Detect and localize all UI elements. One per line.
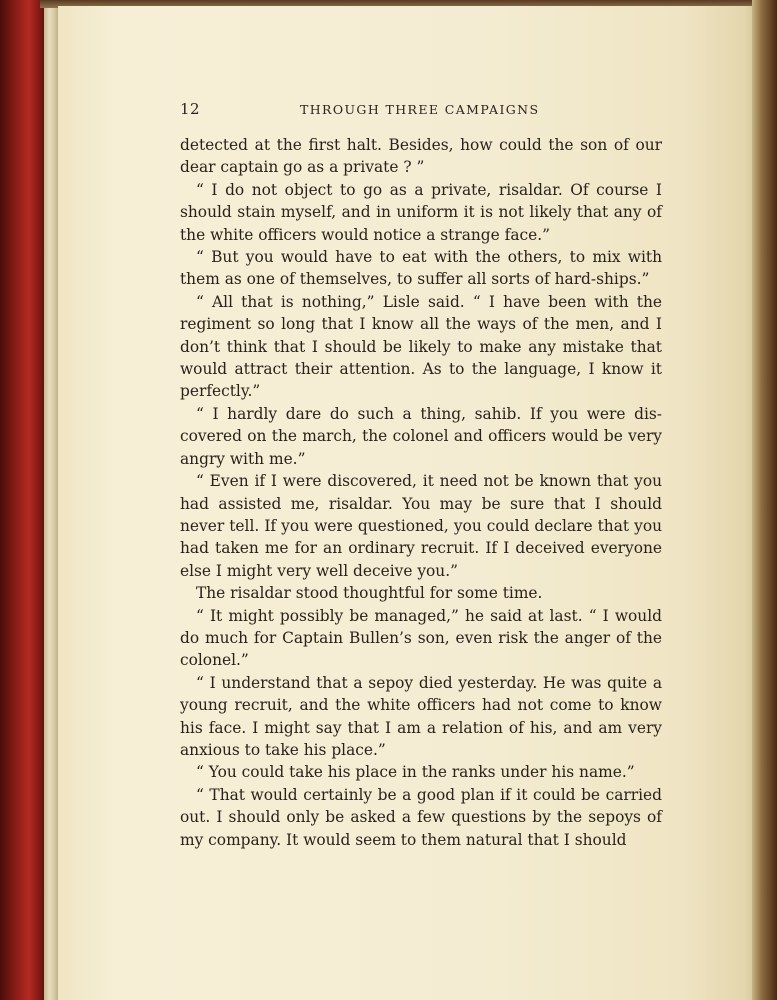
paragraph: The risaldar stood thoughtful for some time. xyxy=(196,584,543,603)
paragraph: “ All that is nothing,” Lisle said. “ I have been with the regiment so long that I know all the ways of the men, and I don’t think that I should be likely to make any mistake that would attract their attention. As to the language, I know it perfectly.” xyxy=(180,292,662,401)
paragraph: “ I understand that a sepoy died yesterday. He was quite a young recruit, and the white officers had not come to know his face. I might say that I am a relation of his, and am very anxious to take his place.” xyxy=(180,673,662,759)
paragraph: “ That would certainly be a good plan if it could be carried out. I should only be asked a few questions by the sepoys of my company. It would seem to them natural that I should xyxy=(180,785,662,849)
running-head: THROUGH THREE CAMPAIGNS xyxy=(300,102,540,117)
paragraph: “ I hardly dare do such a thing, sahib. If you were dis-covered on the march, the colonel and officers would be very angry with me.” xyxy=(180,404,662,468)
paragraph: “ But you would have to eat with the others, to mix with them as one of themselves, to suffer all sorts of hard-ships.” xyxy=(180,248,662,289)
paragraph: “ You could take his place in the ranks under his name.” xyxy=(196,763,635,782)
paragraph: “ It might possibly be managed,” he said at last. “ I would do much for Captain Bullen’s son, even risk the anger of the colonel.” xyxy=(180,606,662,670)
page-stack-right-edge xyxy=(752,0,777,1000)
page-header xyxy=(180,100,662,122)
book-cover-spine xyxy=(0,0,48,1000)
page-stack-left-edge xyxy=(44,0,58,1000)
page-number: 12 xyxy=(180,100,201,118)
body-text xyxy=(180,134,662,851)
paragraph: detected at the first halt. Besides, how could the son of our dear captain go as a private ? ” xyxy=(180,136,662,177)
paragraph: “ I do not object to go as a private, risaldar. Of course I should stain myself, and in uniform it is not likely that any of the white officers would notice a strange face.” xyxy=(180,180,662,244)
paragraph: “ Even if I were discovered, it need not be known that you had assisted me, risaldar. You may be sure that I should never tell. If you were questioned, you could declare that you had taken me for an ordinary recruit. If I deceived everyone else I might very well deceive you.” xyxy=(180,472,662,580)
